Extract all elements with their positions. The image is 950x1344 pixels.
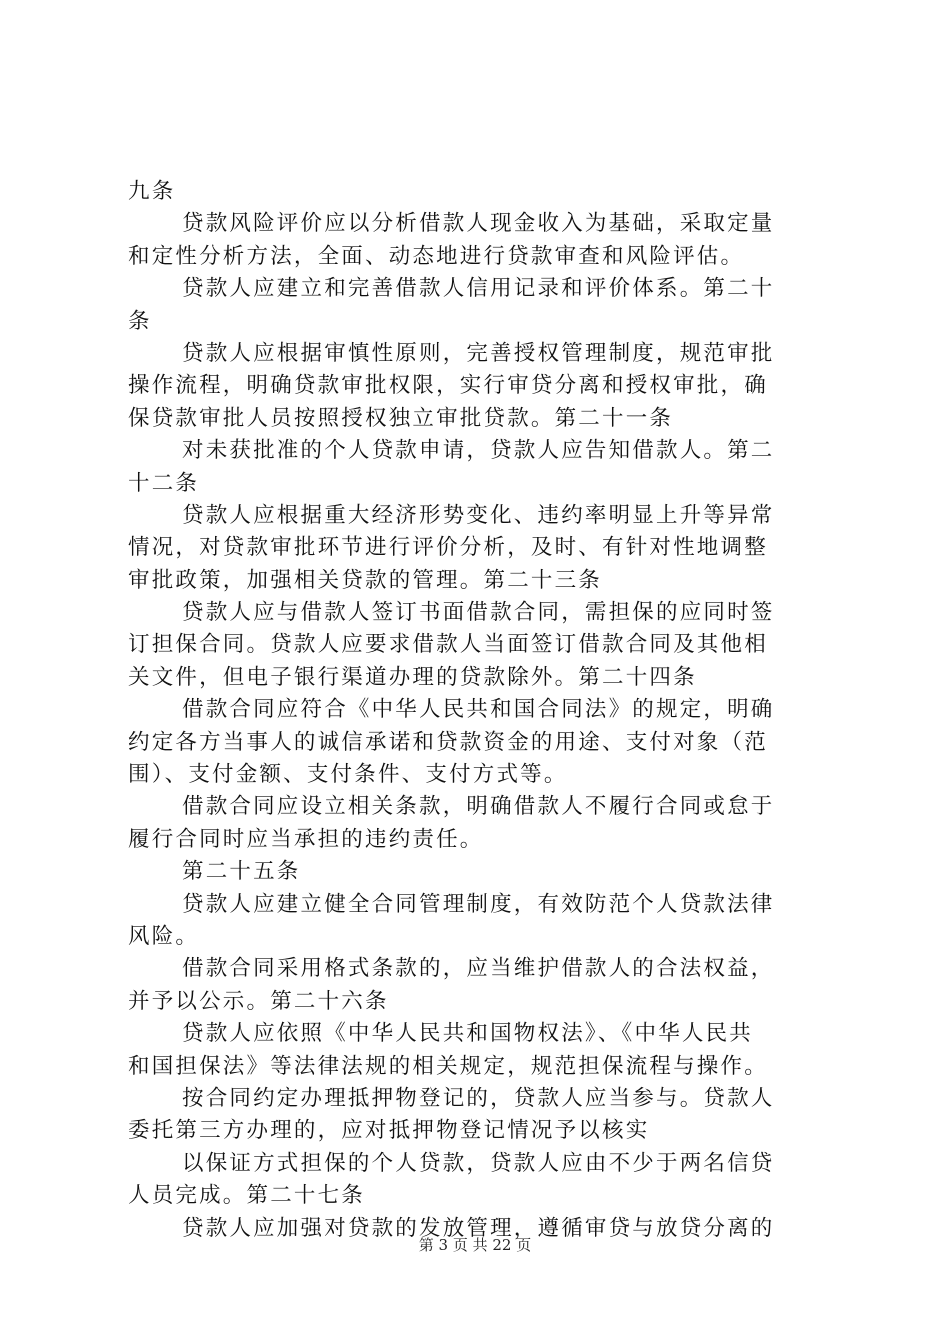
text-line: 履行合同时应当承担的违约责任。 — [128, 826, 484, 852]
text-line: 借款合同应设立相关条款，明确借款人不履行合同或怠于 — [182, 794, 775, 820]
text-line: 保贷款审批人员按照授权独立审批贷款。第二十一条 — [128, 405, 674, 431]
text-line: 条 — [128, 308, 152, 334]
text-line: 贷款人应依照《中华人民共和国物权法》、《中华人民共 — [182, 1021, 754, 1047]
text-line: 风险。 — [128, 923, 200, 949]
text-line: 十二条 — [128, 470, 200, 496]
text-line: 订担保合同。贷款人应要求借款人当面签订借款合同及其他相 — [128, 632, 768, 658]
text-line: 按合同约定办理抵押物登记的，贷款人应当参与。贷款人 — [182, 1085, 775, 1111]
text-line: 人员完成。第二十七条 — [128, 1183, 366, 1209]
text-line: 贷款人应加强对贷款的发放管理，遵循审贷与放贷分离的 — [182, 1215, 775, 1241]
text-line: 关文件，但电子银行渠道办理的贷款除外。第二十四条 — [128, 664, 697, 690]
text-line: 和国担保法》等法律法规的相关规定，规范担保流程与操作。 — [128, 1053, 768, 1079]
text-line: 贷款人应与借款人签订书面借款合同，需担保的应同时签 — [182, 600, 775, 626]
text-line: 对未获批准的个人贷款申请，贷款人应告知借款人。第二 — [182, 438, 775, 464]
text-line: 贷款风险评价应以分析借款人现金收入为基础，采取定量 — [182, 211, 775, 237]
text-line: 并予以公示。第二十六条 — [128, 988, 389, 1014]
text-line: 九条 — [128, 179, 176, 204]
text-line: 委托第三方办理的，应对抵押物登记情况予以核实 — [128, 1118, 650, 1144]
text-line: 以保证方式担保的个人贷款，贷款人应由不少于两名信贷 — [182, 1150, 775, 1176]
text-line: 借款合同采用格式条款的，应当维护借款人的合法权益， — [182, 956, 775, 982]
text-line: 和定性分析方法，全面、动态地进行贷款审查和风险评估。 — [128, 243, 745, 269]
page-footer: 第 3 页 共 22 页 — [418, 1236, 532, 1254]
document-body — [128, 176, 832, 1245]
text-line: 贷款人应建立健全合同管理制度，有效防范个人贷款法律 — [182, 891, 775, 917]
text-line: 贷款人应建立和完善借款人信用记录和评价体系。第二十 — [182, 276, 775, 302]
text-line: 操作流程，明确贷款审批权限，实行审贷分离和授权审批，确 — [128, 373, 768, 399]
text-line: 借款合同应符合《中华人民共和国合同法》的规定，明确 — [182, 697, 775, 723]
text-line: 情况，对贷款审批环节进行评价分析，及时、有针对性地调整 — [128, 535, 768, 561]
text-line: 贷款人应根据重大经济形势变化、违约率明显上升等异常 — [182, 502, 775, 528]
text-line: 围）、支付金额、支付条件、支付方式等。 — [128, 762, 568, 788]
text-line: 约定各方当事人的诚信承诺和贷款资金的用途、支付对象（范 — [128, 729, 768, 755]
text-line: 贷款人应根据审慎性原则，完善授权管理制度，规范审批 — [182, 340, 775, 366]
text-line: 第二十五条 — [182, 859, 301, 885]
text-line: 审批政策，加强相关贷款的管理。第二十三条 — [128, 567, 603, 593]
